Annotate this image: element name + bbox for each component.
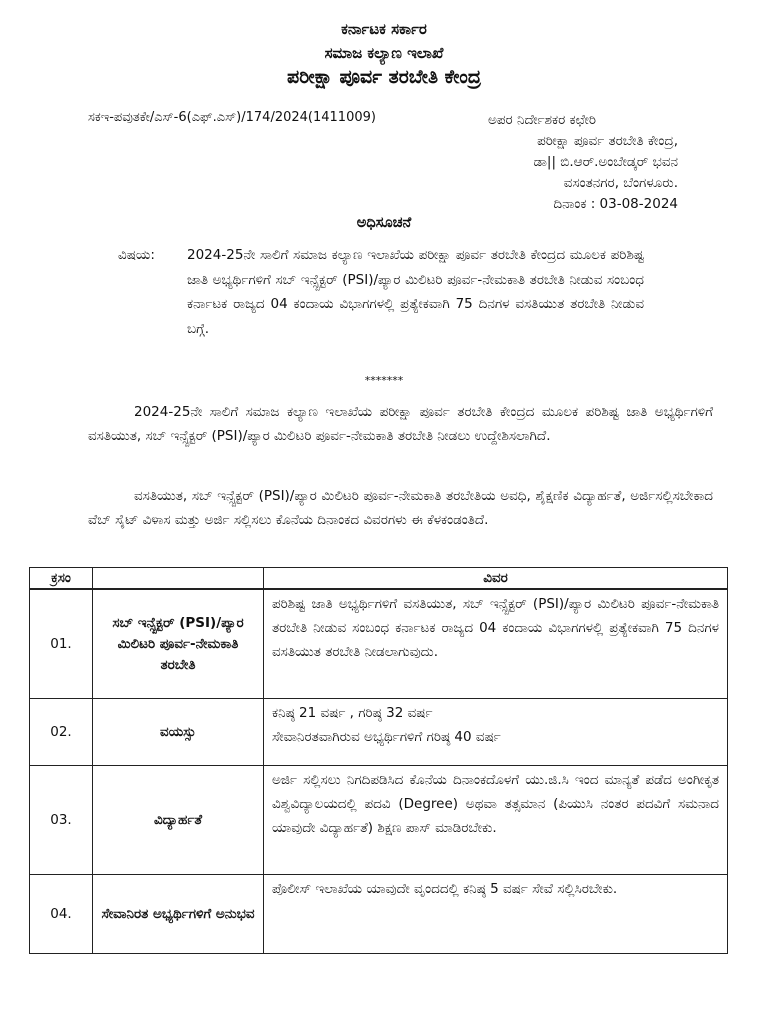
row-number: 01. (30, 590, 93, 699)
reference-number: ಸಕಇ-ಪವುತಕೇ/ಎಸ್-6(ಎಫ್.ಎಸ್)/174/2024(1411009) (88, 110, 376, 125)
department-name: ಸಮಾಜ ಕಲ್ಯಾಣ ಇಲಾಖೆ (324, 44, 444, 62)
row-number: 04. (30, 875, 93, 954)
header-serial-number: ಕ್ರಸಂ (30, 568, 93, 589)
office-line-1: ಅಪರ ನಿರ್ದೇಶಕರ ಕಛೇರಿ (488, 112, 596, 128)
header-details: ವಿವರ (264, 568, 728, 589)
row-item: ಸೇವಾನಿರತ ಅಭ್ಯರ್ಥಿಗಳಿಗೆ ಅನುಭವ (93, 875, 264, 954)
office-line-4: ವಸಂತನಗರ, ಬೆಂಗಳೂರು. (563, 175, 678, 191)
body-paragraph-1: 2024-25ನೇ ಸಾಲಿಗೆ ಸಮಾಜ ಕಲ್ಯಾಣ ಇಲಾಖೆಯ ಪರೀಕ್ಷಾ ಪೂರ್ವ ತರಬೇತಿ ಕೇಂದ್ರದ ಮೂಲಕ ಪರಿಶಿಷ್ಟ ಜಾತಿ ಅಭ್ಯರ್ಥಿಗಳಿಗೆ ವಸತಿಯುತ, ಸಬ್ ಇನ್ಸ್ಪೆಕ್ಟರ್ (PSI)/ಪ್ಯಾರ ಮಿಲಿಟರಿ ಪೂರ್ವ-ನೇಮಕಾತಿ ತರಬೇತಿ ನೀಡಲು ಉದ್ದೇಶಿಸಲಾಗಿದೆ. (88, 404, 713, 444)
details-table (29, 567, 728, 954)
row-item: ವಯಸ್ಸು (93, 699, 264, 766)
table-header-row (30, 568, 728, 589)
row-detail (264, 699, 728, 766)
notification-title: ಅಧಿಸೂಚನೆ (356, 215, 412, 231)
row-item: ವಿದ್ಯಾರ್ಹತೆ (93, 766, 264, 875)
table-row (30, 590, 728, 699)
centre-name: ಪರೀಕ್ಷಾ ಪೂರ್ವ ತರಬೇತಿ ಕೇಂದ್ರ (287, 66, 481, 88)
body-paragraph-2: ವಸತಿಯುತ, ಸಬ್ ಇನ್ಸ್ಪೆಕ್ಟರ್ (PSI)/ಪ್ಯಾರ ಮಿಲಿಟರಿ ಪೂರ್ವ-ನೇಮಕಾತಿ ತರಬೇತಿಯ ಅವಧಿ, ಶೈಕ್ಷಣಿಕ ವಿದ್ಯಾರ್ಹತೆ, ಅರ್ಜಿಸಲ್ಲಿಸಬೇಕಾದ ವೆಬ್ ಸೈಟ್ ವಿಳಾಸ ಮತ್ತು ಅರ್ಜಿ ಸಲ್ಲಿಸಲು ಕೊನೆಯ ದಿನಾಂಕದ ವಿವರಗಳು ಈ ಕೆಳಕಂಡಂತಿದೆ. (88, 488, 713, 528)
row-detail-line-2: ಸೇವಾನಿರತವಾಗಿರುವ ಅಭ್ಯರ್ಥಿಗಳಿಗೆ ಗರಿಷ್ಠ 40 ವರ್ಷ (272, 729, 501, 745)
subject-label: ವಿಷಯ: (118, 247, 155, 263)
office-address (438, 110, 678, 215)
table-row (30, 766, 728, 875)
separator-stars: ******* (364, 374, 404, 387)
document-date: ದಿನಾಂಕ : 03-08-2024 (553, 196, 678, 212)
row-detail: ಪರಿಶಿಷ್ಟ ಜಾತಿ ಅಭ್ಯರ್ಥಿಗಳಿಗೆ ವಸತಿಯುತ, ಸಬ್ ಇನ್ಸ್ಪೆಕ್ಟರ್ (PSI)/ಪ್ಯಾರ ಮಿಲಿಟರಿ ಪೂರ್ವ-ನೇಮಕಾತಿ ತರಬೇತಿ ನೀಡುವ ಸಂಬಂಧ ಕರ್ನಾಟಕ ರಾಜ್ಯದ 04 ಕಂದಾಯ ವಿಭಾಗಗಳಲ್ಲಿ ಪ್ರತ್ಯೇಕವಾಗಿ 75 ದಿನಗಳ ವಸತಿಯುತ ತರಬೇತಿ ನೀಡಲಾಗುವುದು. (264, 590, 728, 699)
row-detail: ಪೊಲೀಸ್ ಇಲಾಖೆಯ ಯಾವುದೇ ವೃಂದದಲ್ಲಿ ಕನಿಷ್ಠ 5 ವರ್ಷ ಸೇವೆ ಸಲ್ಲಿಸಿರಬೇಕು. (264, 875, 728, 954)
row-number: 02. (30, 699, 93, 766)
office-line-2: ಪರೀಕ್ಷಾ ಪೂರ್ವ ತರಬೇತಿ ಕೇಂದ್ರ, (537, 133, 678, 149)
subject-text: 2024-25ನೇ ಸಾಲಿಗೆ ಸಮಾಜ ಕಲ್ಯಾಣ ಇಲಾಖೆಯ ಪರೀಕ್ಷಾ ಪೂರ್ವ ತರಬೇತಿ ಕೇಂದ್ರದ ಮೂಲಕ ಪರಿಶಿಷ್ಟ ಜಾತಿ ಅಭ್ಯರ್ಥಿಗಳಿಗೆ ಸಬ್ ಇನ್ಸ್ಪೆಕ್ಟರ್ (PSI)/ಪ್ಯಾರ ಮಿಲಿಟರಿ ಪೂರ್ವ-ನೇಮಕಾತಿ ತರಬೇತಿ ನೀಡುವ ಸಂಬಂಧ ಕರ್ನಾಟಕ ರಾಜ್ಯದ 04 ಕಂದಾಯ ವಿಭಾಗಗಳಲ್ಲಿ ಪ್ರತ್ಯೇಕವಾಗಿ 75 ದಿನಗಳ ವಸತಿಯುತ ತರಬೇತಿ ನೀಡುವ ಬಗ್ಗೆ. (187, 247, 644, 337)
row-detail: ಅರ್ಜಿ ಸಲ್ಲಿಸಲು ನಿಗದಿಪಡಿಸಿದ ಕೊನೆಯ ದಿನಾಂಕದೊಳಗೆ ಯು.ಜಿ.ಸಿ ಇಂದ ಮಾನ್ಯತೆ ಪಡೆದ ಅಂಗೀಕೃತ ವಿಶ್ವವಿದ್ಯಾಲಯದಲ್ಲಿ ಪದವಿ (Degree) ಅಥವಾ ತತ್ಸಮಾನ (ಪಿಯುಸಿ ನಂತರ ಪದವಿಗೆ ಸಮನಾದ ಯಾವುದೇ ವಿದ್ಯಾರ್ಹತೆ) ಶಿಕ್ಷಣ ಪಾಸ್ ಮಾಡಿರಬೇಕು. (264, 766, 728, 875)
government-name: ಕರ್ನಾಟಕ ಸರ್ಕಾರ (341, 20, 427, 38)
row-detail-line-1: ಕನಿಷ್ಠ 21 ವರ್ಷ , ಗರಿಷ್ಠ 32 ವರ್ಷ (272, 705, 433, 721)
table-row (30, 699, 728, 766)
header-item (93, 568, 264, 589)
row-number: 03. (30, 766, 93, 875)
office-line-3: ಡಾ|| ಬಿ.ಆರ್.ಅಂಬೇಡ್ಕರ್ ಭವನ (533, 154, 678, 170)
table-row (30, 875, 728, 954)
row-item: ಸಬ್ ಇನ್ಸ್ಪೆಕ್ಟರ್ (PSI)/ಪ್ಯಾರ ಮಿಲಿಟರಿ ಪೂರ್ವ-ನೇಮಕಾತಿ ತರಬೇತಿ (93, 590, 264, 699)
